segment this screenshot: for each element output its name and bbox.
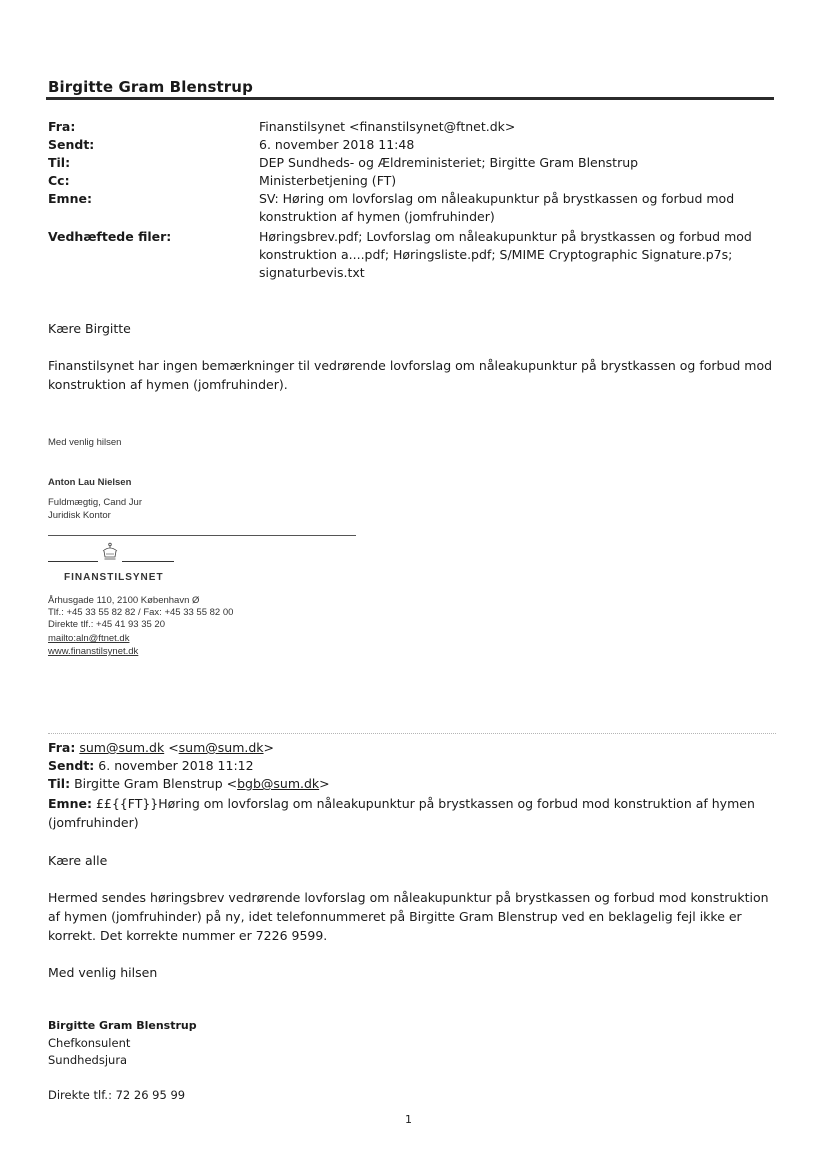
- from-label: Fra:: [48, 119, 76, 134]
- email2-to-row: [48, 775, 330, 793]
- page-number: 1: [405, 1113, 412, 1126]
- signature-dept-2: Sundhedsjura: [48, 1053, 128, 1067]
- cc-value: Ministerbetjening (FT): [259, 173, 397, 188]
- phone-fax: Tlf.: +45 33 55 82 82 / Fax: +45 33 55 82 00: [48, 607, 234, 618]
- email2-to-address-link[interactable]: bgb@sum.dk: [237, 776, 320, 791]
- signature-name-1: Anton Lau Nielsen: [48, 477, 132, 488]
- subject-line-1: SV: Høring om lovforslag om nåleakupunktur på brystkassen og forbud mod: [259, 191, 735, 206]
- attachments-line-2: konstruktion a....pdf; Høringsliste.pdf; S/MIME Cryptographic Signature.p7s;: [259, 247, 733, 262]
- email2-subject-line-1: ££{{FT}}Høring om lovforslag om nåleakupunktur på brystkassen og forbud mod konstruktion af hymen: [95, 796, 755, 811]
- from-value: Finanstilsynet <finanstilsynet@ftnet.dk>: [259, 119, 516, 134]
- brand-name: FINANSTILSYNET: [64, 572, 164, 583]
- sent-label: Sendt:: [48, 137, 95, 152]
- to-value: DEP Sundheds- og Ældreministeriet; Birgitte Gram Blenstrup: [259, 155, 639, 170]
- email2-subject-row: [48, 795, 788, 813]
- email2-from-address-link[interactable]: sum@sum.dk: [79, 740, 165, 755]
- cc-label: Cc:: [48, 173, 70, 188]
- body-2-line-2: af hymen (jomfruhinder) på ny, idet telefonnummeret på Birgitte Gram Blenstrup ved en beklagelig fejl ikke er: [48, 909, 742, 924]
- address: Århusgade 110, 2100 København Ø: [48, 595, 200, 606]
- email2-to-name: Birgitte Gram Blenstrup <: [74, 776, 238, 791]
- email2-from-row: [48, 739, 274, 757]
- greeting-1: Kære Birgitte: [48, 321, 131, 336]
- email2-from-bracket-open: <: [168, 740, 179, 755]
- body-2-line-1: Hermed sendes høringsbrev vedrørende lovforslag om nåleakupunktur på brystkassen og forbud mod konstruktion: [48, 890, 769, 905]
- website-link[interactable]: www.finanstilsynet.dk: [48, 646, 139, 657]
- email2-to-label: Til:: [48, 776, 71, 791]
- email2-sent-label: Sendt:: [48, 758, 95, 773]
- email2-from-label: Fra:: [48, 740, 76, 755]
- subject-line-2: konstruktion af hymen (jomfruhinder): [259, 209, 495, 224]
- attachments-line-3: signaturbevis.txt: [259, 265, 365, 280]
- header-rule: [46, 97, 774, 100]
- signature-name-2: Birgitte Gram Blenstrup: [48, 1019, 197, 1032]
- sent-value: 6. november 2018 11:48: [259, 137, 415, 152]
- crown-icon: [100, 542, 120, 562]
- attachments-line-1: Høringsbrev.pdf; Lovforslag om nåleakupunktur på brystkassen og forbud mod: [259, 229, 752, 244]
- email2-from-address-link-2[interactable]: sum@sum.dk: [178, 740, 264, 755]
- email2-subject-label: Emne:: [48, 796, 92, 811]
- signature-phone-2: Direkte tlf.: 72 26 95 99: [48, 1088, 186, 1102]
- attachments-label: Vedhæftede filer:: [48, 229, 172, 244]
- signature-dept-1: Juridisk Kontor: [48, 510, 111, 521]
- direct-phone-1: Direkte tlf.: +45 41 93 35 20: [48, 619, 165, 630]
- to-label: Til:: [48, 155, 71, 170]
- mailto-link[interactable]: mailto:aln@ftnet.dk: [48, 633, 130, 644]
- email2-from-bracket-close: >: [263, 740, 275, 755]
- greeting-2: Kære alle: [48, 853, 108, 868]
- document-owner-name: Birgitte Gram Blenstrup: [48, 78, 253, 96]
- email2-sent-row: [48, 757, 254, 775]
- subject-label: Emne:: [48, 191, 92, 206]
- signature-title-2: Chefkonsulent: [48, 1036, 131, 1050]
- signature-divider: [48, 535, 356, 536]
- body-1-line-2: konstruktion af hymen (jomfruhinder).: [48, 377, 288, 392]
- logo-rule-right: [122, 561, 174, 562]
- email2-sent-value: 6. november 2018 11:12: [98, 758, 254, 773]
- closing-2: Med venlig hilsen: [48, 965, 158, 980]
- body-1-line-1: Finanstilsynet har ingen bemærkninger til vedrørende lovforslag om nåleakupunktur på brystkassen og forbud mod: [48, 358, 773, 373]
- message-separator: [48, 733, 776, 734]
- body-2-line-3: korrekt. Det korrekte nummer er 7226 9599.: [48, 928, 328, 943]
- logo-rule-left: [48, 561, 98, 562]
- closing-1: Med venlig hilsen: [48, 437, 122, 448]
- email2-to-bracket-close: >: [319, 776, 330, 791]
- email2-subject-line-2: (jomfruhinder): [48, 815, 139, 830]
- signature-title-1: Fuldmægtig, Cand Jur: [48, 497, 142, 508]
